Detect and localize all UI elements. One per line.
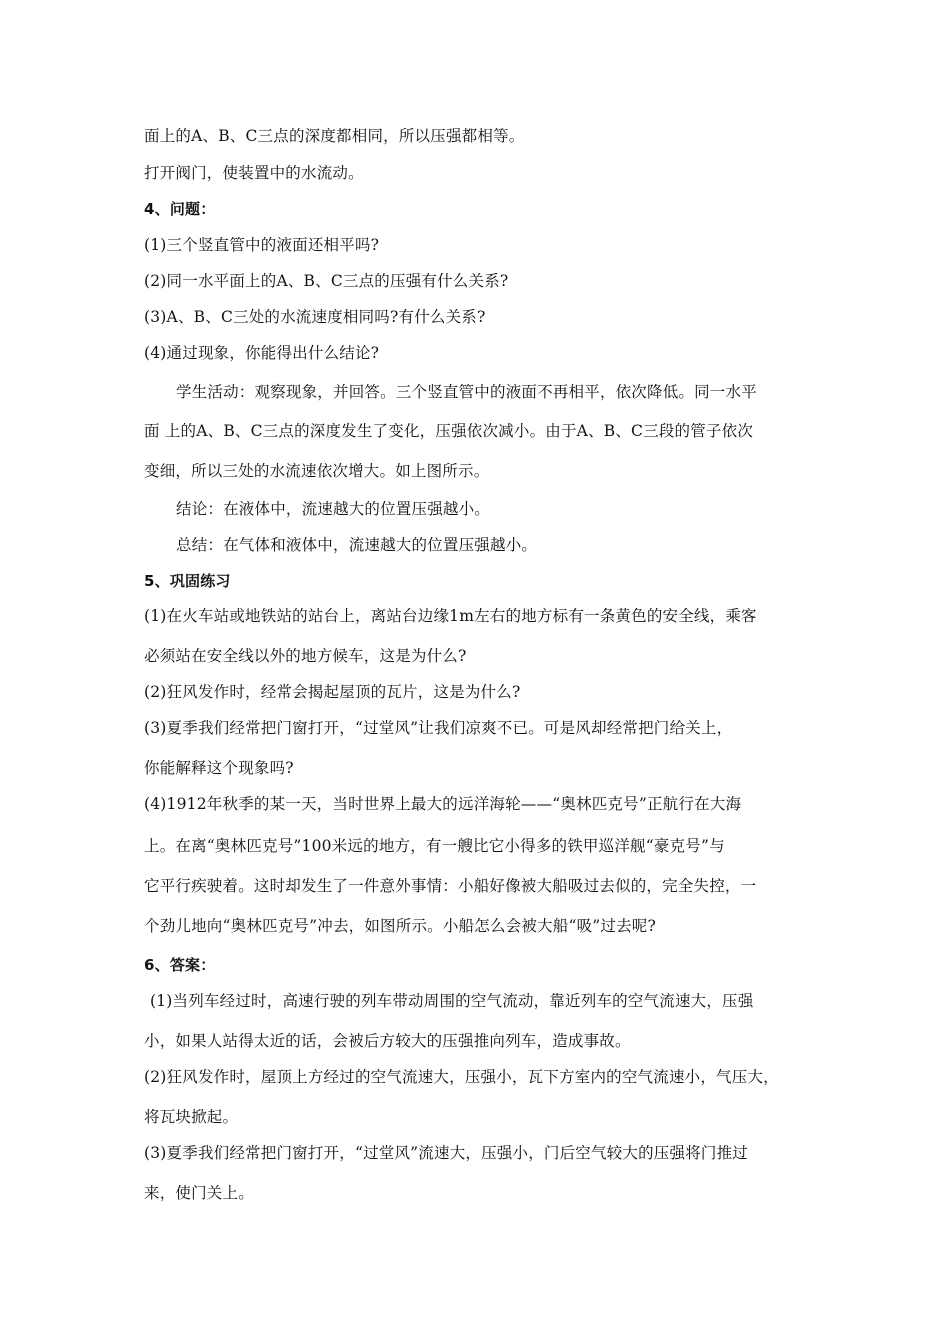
exercise-item: (4)1912年秋季的某一天，当时世界上最大的远洋海轮——“奥林匹克号”正航行在大海 xyxy=(144,795,742,813)
exercise-item: 上。在离“奥林匹克号”100米远的地方，有一艘比它小得多的铁甲巡洋舰“豪克号”与 xyxy=(144,837,725,855)
paragraph-line: 面 上的A、B、C三点的深度发生了变化，压强依次减小。由于A、B、C三段的管子依次 xyxy=(144,422,754,440)
exercise-item: 必须站在安全线以外的地方候车，这是为什么? xyxy=(144,647,467,665)
section-heading: 5、巩固练习 xyxy=(144,572,231,590)
exercise-item: (2)狂风发作时，经常会揭起屋顶的瓦片，这是为什么? xyxy=(144,683,521,701)
paragraph-line: 打开阀门，使装置中的水流动。 xyxy=(144,164,364,182)
question-item: (3)A、B、C三处的水流速度相同吗?有什么关系? xyxy=(144,308,486,326)
answer-item: 小，如果人站得太近的话，会被后方较大的压强推向列车，造成事故。 xyxy=(144,1032,631,1050)
exercise-item: (3)夏季我们经常把门窗打开，“过堂风”让我们凉爽不已。可是风却经常把门给关上， xyxy=(144,719,733,737)
exercise-item: 个劲儿地向“奥林匹克号”冲去，如图所示。小船怎么会被大船“吸”过去呢? xyxy=(144,917,657,935)
exercise-item: (1)在火车站或地铁站的站台上，离站台边缘1m左右的地方标有一条黄色的安全线，乘客 xyxy=(144,607,757,625)
section-heading: 4、问题： xyxy=(144,200,216,218)
answer-item: 来，使门关上。 xyxy=(144,1184,254,1202)
answer-item: 将瓦块掀起。 xyxy=(144,1108,239,1126)
section-heading: 6、答案： xyxy=(144,956,216,974)
paragraph-line: 学生活动：观察现象，并回答。三个竖直管中的液面不再相平，依次降低。同一水平 xyxy=(176,383,757,401)
paragraph-line: 面上的A、B、C三点的深度都相同，所以压强都相等。 xyxy=(144,127,525,145)
summary-line: 总结：在气体和液体中，流速越大的位置压强越小。 xyxy=(176,536,538,554)
answer-item: (1)当列车经过时，高速行驶的列车带动周围的空气流动，靠近列车的空气流速大，压强 xyxy=(150,992,754,1010)
answer-item: (3)夏季我们经常把门窗打开，“过堂风”流速大，压强小，门后空气较大的压强将门推过 xyxy=(144,1144,749,1162)
question-item: (2)同一水平面上的A、B、C三点的压强有什么关系? xyxy=(144,272,509,290)
answer-item: (2)狂风发作时，屋顶上方经过的空气流速大，压强小，瓦下方室内的空气流速小，气压大， xyxy=(144,1068,779,1086)
question-item: (1)三个竖直管中的液面还相平吗? xyxy=(144,236,380,254)
exercise-item: 它平行疾驶着。这时却发生了一件意外事情：小船好像被大船吸过去似的，完全失控，一 xyxy=(144,877,757,895)
exercise-item: 你能解释这个现象吗? xyxy=(144,759,294,777)
paragraph-line: 变细，所以三处的水流速依次增大。如上图所示。 xyxy=(144,462,490,480)
question-item: (4)通过现象，你能得出什么结论? xyxy=(144,344,380,362)
conclusion-line: 结论：在液体中，流速越大的位置压强越小。 xyxy=(176,500,491,518)
